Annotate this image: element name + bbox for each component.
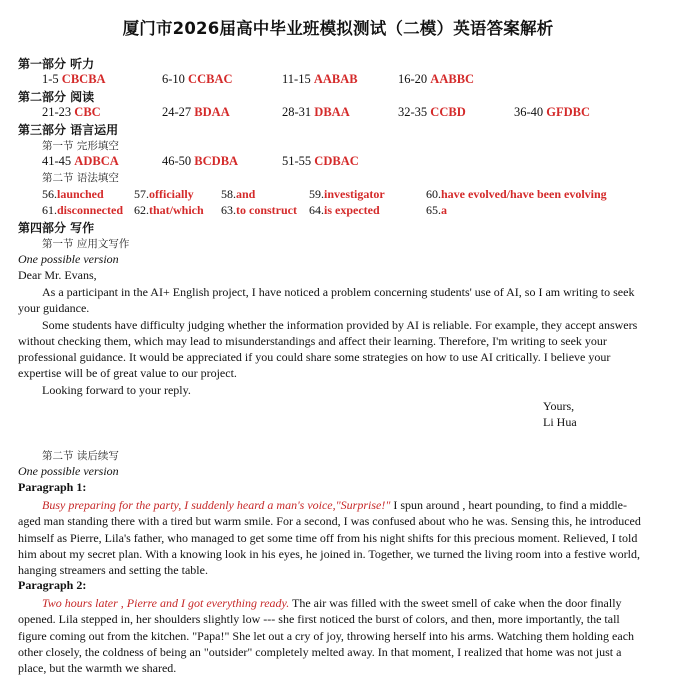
answer-group: 24-27 BDAA [162, 105, 230, 119]
letter-closing: Yours, [543, 399, 575, 413]
part4-heading: 第四部分 写作 [18, 221, 95, 235]
answer-group: 11-15 AABAB [282, 72, 358, 86]
paragraph2-lead: Two hours later , Pierre and I got everything ready. [42, 596, 290, 610]
answer-group: 28-31 DBAA [282, 105, 350, 119]
part2-heading: 第二部分 阅读 [18, 90, 95, 104]
letter-greeting: Dear Mr. Evans, [18, 268, 97, 282]
answer-group: 21-23 CBC [42, 105, 101, 119]
letter-body [18, 284, 646, 398]
answer-group: 16-20 AABBC [398, 72, 475, 86]
answer-group: 51-55 CDBAC [282, 154, 359, 168]
grammar-answer: 60.have evolved/have been evolving [426, 187, 607, 201]
paragraph2-text: The air was filled with the sweet smell of cake when the door finally opened. Lila stepped in, her shoulders slightly low --- she first noticed the burst of colors, and then, more importantly, the tall figure coming out from the kitchen. "Papa!" She let out a cry of joy, throwing herself into his arms. Watching them holding each other closely, the coldness of being an "outsider" completely melted away. In that moment, I realized that home was not just a place, but the warmth we shared. [18, 596, 635, 676]
part3-heading: 第三部分 语言运用 [18, 123, 119, 137]
grammar-section-heading: 第二节 语法填空 [42, 172, 119, 184]
answer-group: 41-45 ADBCA [42, 154, 119, 168]
part1-heading: 第一部分 听力 [18, 57, 95, 71]
grammar-answer: 65.a [426, 203, 447, 217]
grammar-answer: 57.officially [134, 187, 194, 201]
writing-section1-heading: 第一节 应用文写作 [42, 238, 130, 250]
paragraph1-lead: Busy preparing for the party, I suddenly heard a man's voice,"Surprise!" [42, 498, 391, 512]
grammar-answer: 59.investigator [309, 187, 385, 201]
paragraph1-text: I spun around , heart pounding, to find a middle-aged man standing there with a tired but warm smile. For a second, I was confused about who he was. Sensing this, he introduced himself as Pierre, Lila's father, who managed to get some time off from his night shifts for this precious moment. Relieved, I told him about my secret plan. With a knowing look in his eyes, he joined in. Together, we turned the living room into a festive world, hanging streamers and setting the table. [18, 498, 641, 578]
letter-signature: Li Hua [543, 415, 577, 429]
paragraph2-label: Paragraph 2: [18, 578, 87, 592]
cloze-section-heading: 第一节 完形填空 [42, 140, 119, 152]
grammar-answer: 61.disconnected [42, 203, 123, 217]
grammar-answer: 56.launched [42, 187, 104, 201]
continuation-paragraph-1 [18, 497, 646, 578]
grammar-answer: 63.to construct [221, 203, 297, 217]
continuation-paragraph-2 [18, 595, 646, 676]
letter-paragraph: Looking forward to your reply. [42, 382, 191, 397]
writing-section2-heading: 第二节 读后续写 [42, 450, 119, 462]
page-title: 厦门市2026届高中毕业班模拟测试（二模）英语答案解析 [122, 19, 554, 38]
answer-group: 1-5 CBCBA [42, 72, 106, 86]
answer-group: 6-10 CCBAC [162, 72, 233, 86]
grammar-answer: 64.is expected [309, 203, 380, 217]
possible-version-label: One possible version [18, 464, 119, 478]
answer-group: 46-50 BCDBA [162, 154, 239, 168]
paragraph1-label: Paragraph 1: [18, 480, 87, 494]
possible-version-label: One possible version [18, 252, 119, 266]
grammar-answer: 58.and [221, 187, 256, 201]
answer-group: 36-40 GFDBC [514, 105, 591, 119]
answer-group: 32-35 CCBD [398, 105, 466, 119]
letter-paragraph: As a participant in the AI+ English project, I have noticed a problem concerning students' use of AI, so I am writing to seek your guidance. [18, 285, 635, 316]
grammar-answer: 62.that/which [134, 203, 204, 217]
letter-paragraph: Some students have difficulty judging whether the information provided by AI is reliable. For example, they accept answers without checking them, which may lead to misunderstandings and affect their learning. Therefore, I'm writing to seek your professional guidance. It would be appreciated if you could share some strategies on how to use AI critically. I believe your expertise will be of great value to our project. [18, 317, 638, 381]
